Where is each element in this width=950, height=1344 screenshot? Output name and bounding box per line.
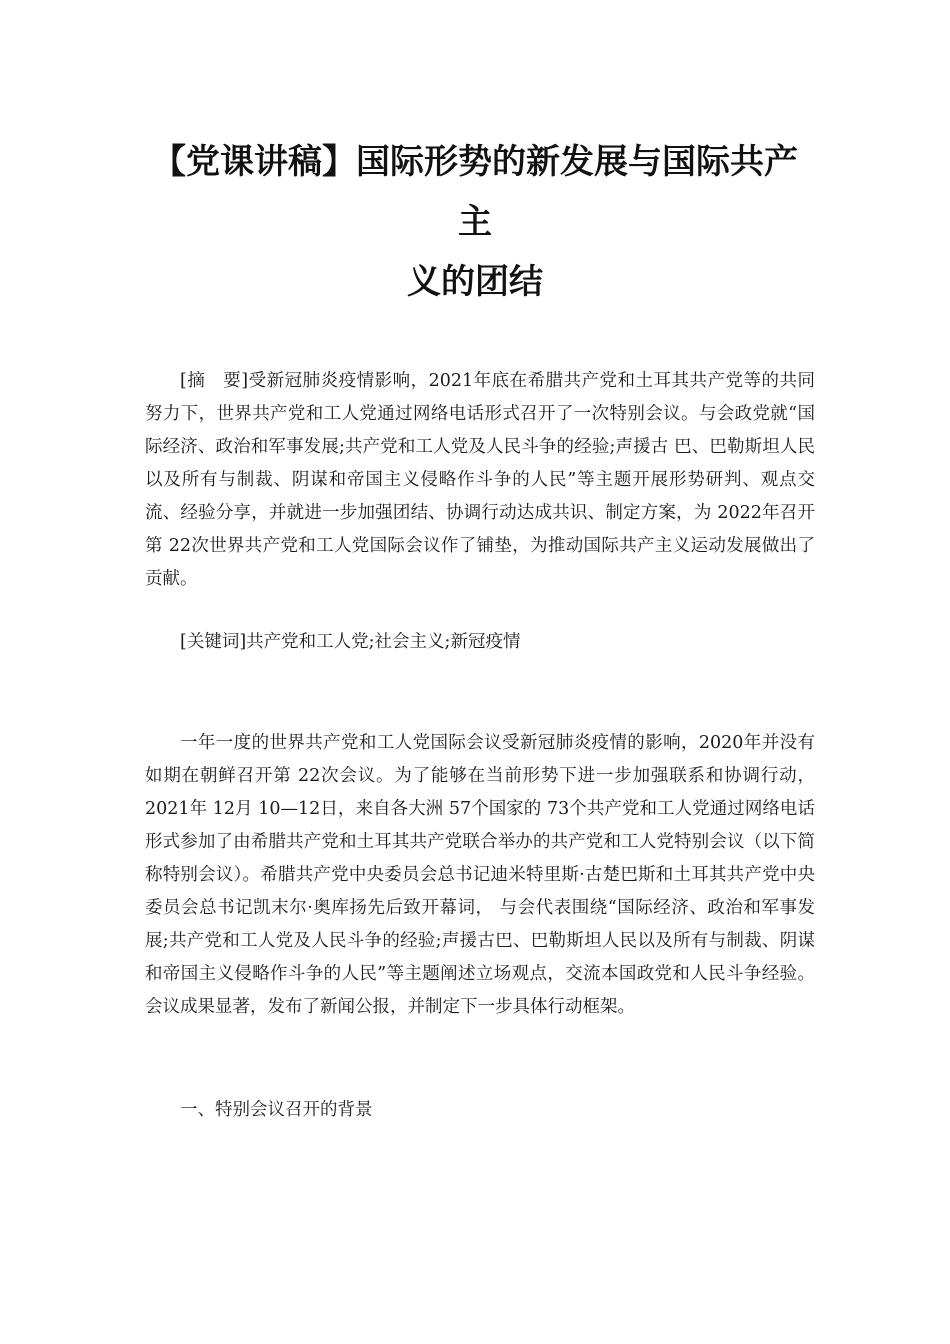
abstract-paragraph: [摘 要]受新冠肺炎疫情影响，2021年底在希腊共产党和土耳其共产党等的共同努力下，世界共产党和工人党通过网络电话形式召开了一次特别会议。与会政党就“国际经济、政治和军事发展;共产党和工人党及人民斗争的经验;声援古 巴、巴勒斯坦人民以及所有与制裁、阴谋和帝国主义侵略作斗争的人民”等主题开展形势研判、观点交流、经验分享，并就进一步加强团结、协调行动达成共识、制定方案，为 2022年召开第 22次世界共产党和工人党国际会议作了铺垫，为推动国际共产主义运动发展做出了贡献。 <box>145 371 815 589</box>
body-paragraph: 一年一度的世界共产党和工人党国际会议受新冠肺炎疫情的影响，2020年并没有如期在朝鲜召开第 22次会议。为了能够在当前形势下进一步加强联系和协调行动，2021年 12月 10—12日，来自各大洲 57个国家的 73个共产党和工人党通过网络电话形式参加了由希腊共产党和土耳其共产党联合举办的共产党和工人党特别会议（以下简称特别会议）。希腊共产党中央委员会总书记迪米特里斯·古楚巴斯和土耳其共产党中央委员会总书记凯末尔·奥库扬先后致开幕词， 与会代表围绕“国际经济、政治和军事发展;共产党和工人党及人民斗争的经验;声援古巴、巴勒斯坦人民以及所有与制裁、阴谋和帝国主义侵略作斗争的人民”等主题阐述立场观点，交流本国政党和人民斗争经验。会议成果显著，发布了新闻公报，并制定下一步具体行动框架。 <box>145 733 815 1017</box>
title-line-1: 【党课讲稿】国际形势的新发展与国际共产 <box>152 142 798 182</box>
title-line-3: 义的团结 <box>407 262 543 302</box>
document-title <box>120 132 830 312</box>
section-heading: 一、特别会议召开的背景 <box>180 1100 373 1120</box>
keywords-paragraph: [关键词]共产党和工人党;社会主义;新冠疫情 <box>180 632 521 652</box>
title-line-2: 主 <box>458 202 492 242</box>
